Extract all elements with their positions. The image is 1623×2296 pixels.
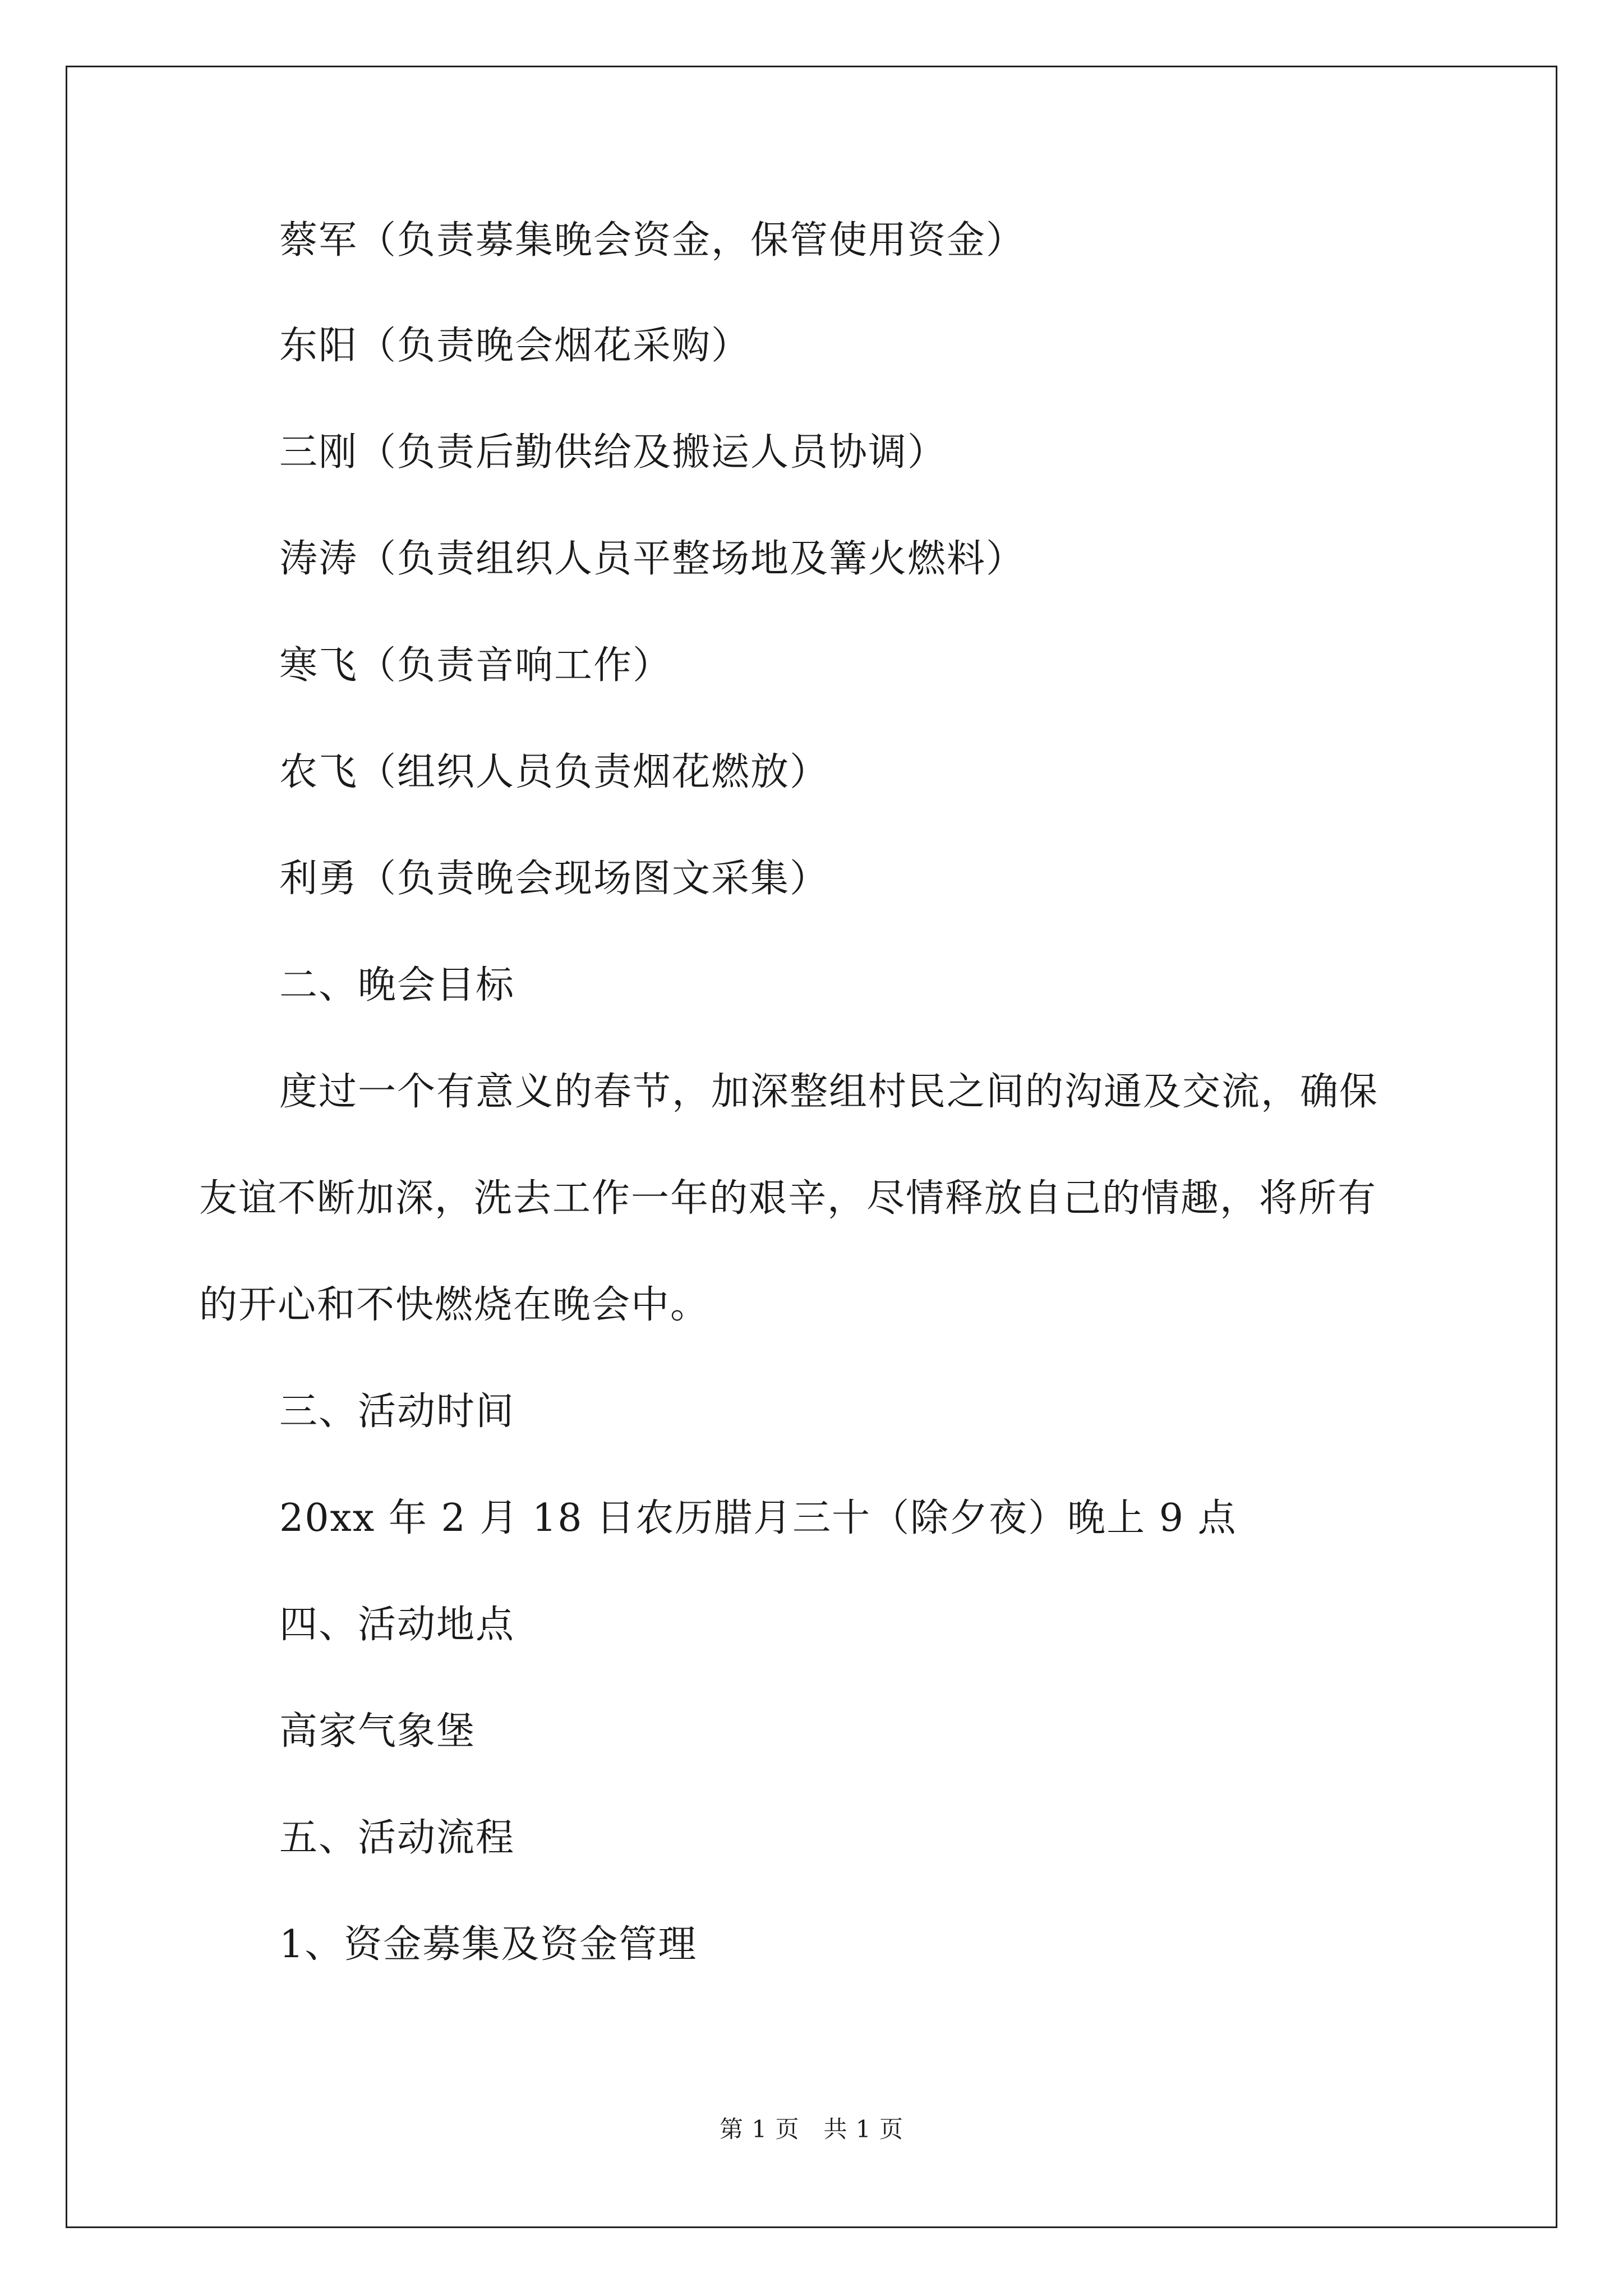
section-heading-goal: 二、晚会目标 bbox=[279, 963, 515, 1007]
event-location: 高家气象堡 bbox=[279, 1709, 476, 1754]
staff-line-nongfei: 农飞（组织人员负责烟花燃放） bbox=[279, 750, 829, 794]
staff-line-taotao: 涛涛（负责组织人员平整场地及篝火燃料） bbox=[279, 537, 1026, 581]
event-time: 20xx 年 2 月 18 日农历腊月三十（除夕夜）晚上 9 点 bbox=[279, 1496, 1237, 1540]
paragraph-line: 度过一个有意义的春节，加深整组村民之间的沟通及交流，确保 bbox=[279, 1070, 1379, 1114]
paragraph-line: 友谊不断加深，洗去工作一年的艰辛，尽情释放自己的情趣，将所有 bbox=[199, 1176, 1377, 1221]
staff-line-caijun: 蔡军（负责募集晚会资金，保管使用资金） bbox=[279, 218, 1026, 263]
section-heading-process: 五、活动流程 bbox=[279, 1816, 515, 1860]
process-step-1: 1、资金募集及资金管理 bbox=[279, 1922, 698, 1967]
page-border bbox=[66, 66, 1557, 2228]
staff-line-dongyang: 东阳（负责晚会烟花采购） bbox=[279, 324, 751, 368]
section-heading-time: 三、活动时间 bbox=[279, 1389, 515, 1434]
section-heading-location: 四、活动地点 bbox=[279, 1603, 515, 1647]
page-number-footer: 第 1 页 共 1 页 bbox=[720, 2115, 903, 2143]
paragraph-line: 的开心和不快燃烧在晚会中。 bbox=[199, 1283, 710, 1327]
staff-line-liyong: 利勇（负责晚会现场图文采集） bbox=[279, 857, 829, 901]
staff-line-sangang: 三刚（负责后勤供给及搬运人员协调） bbox=[279, 430, 947, 475]
staff-line-hanfei: 寒飞（负责音响工作） bbox=[279, 643, 672, 688]
